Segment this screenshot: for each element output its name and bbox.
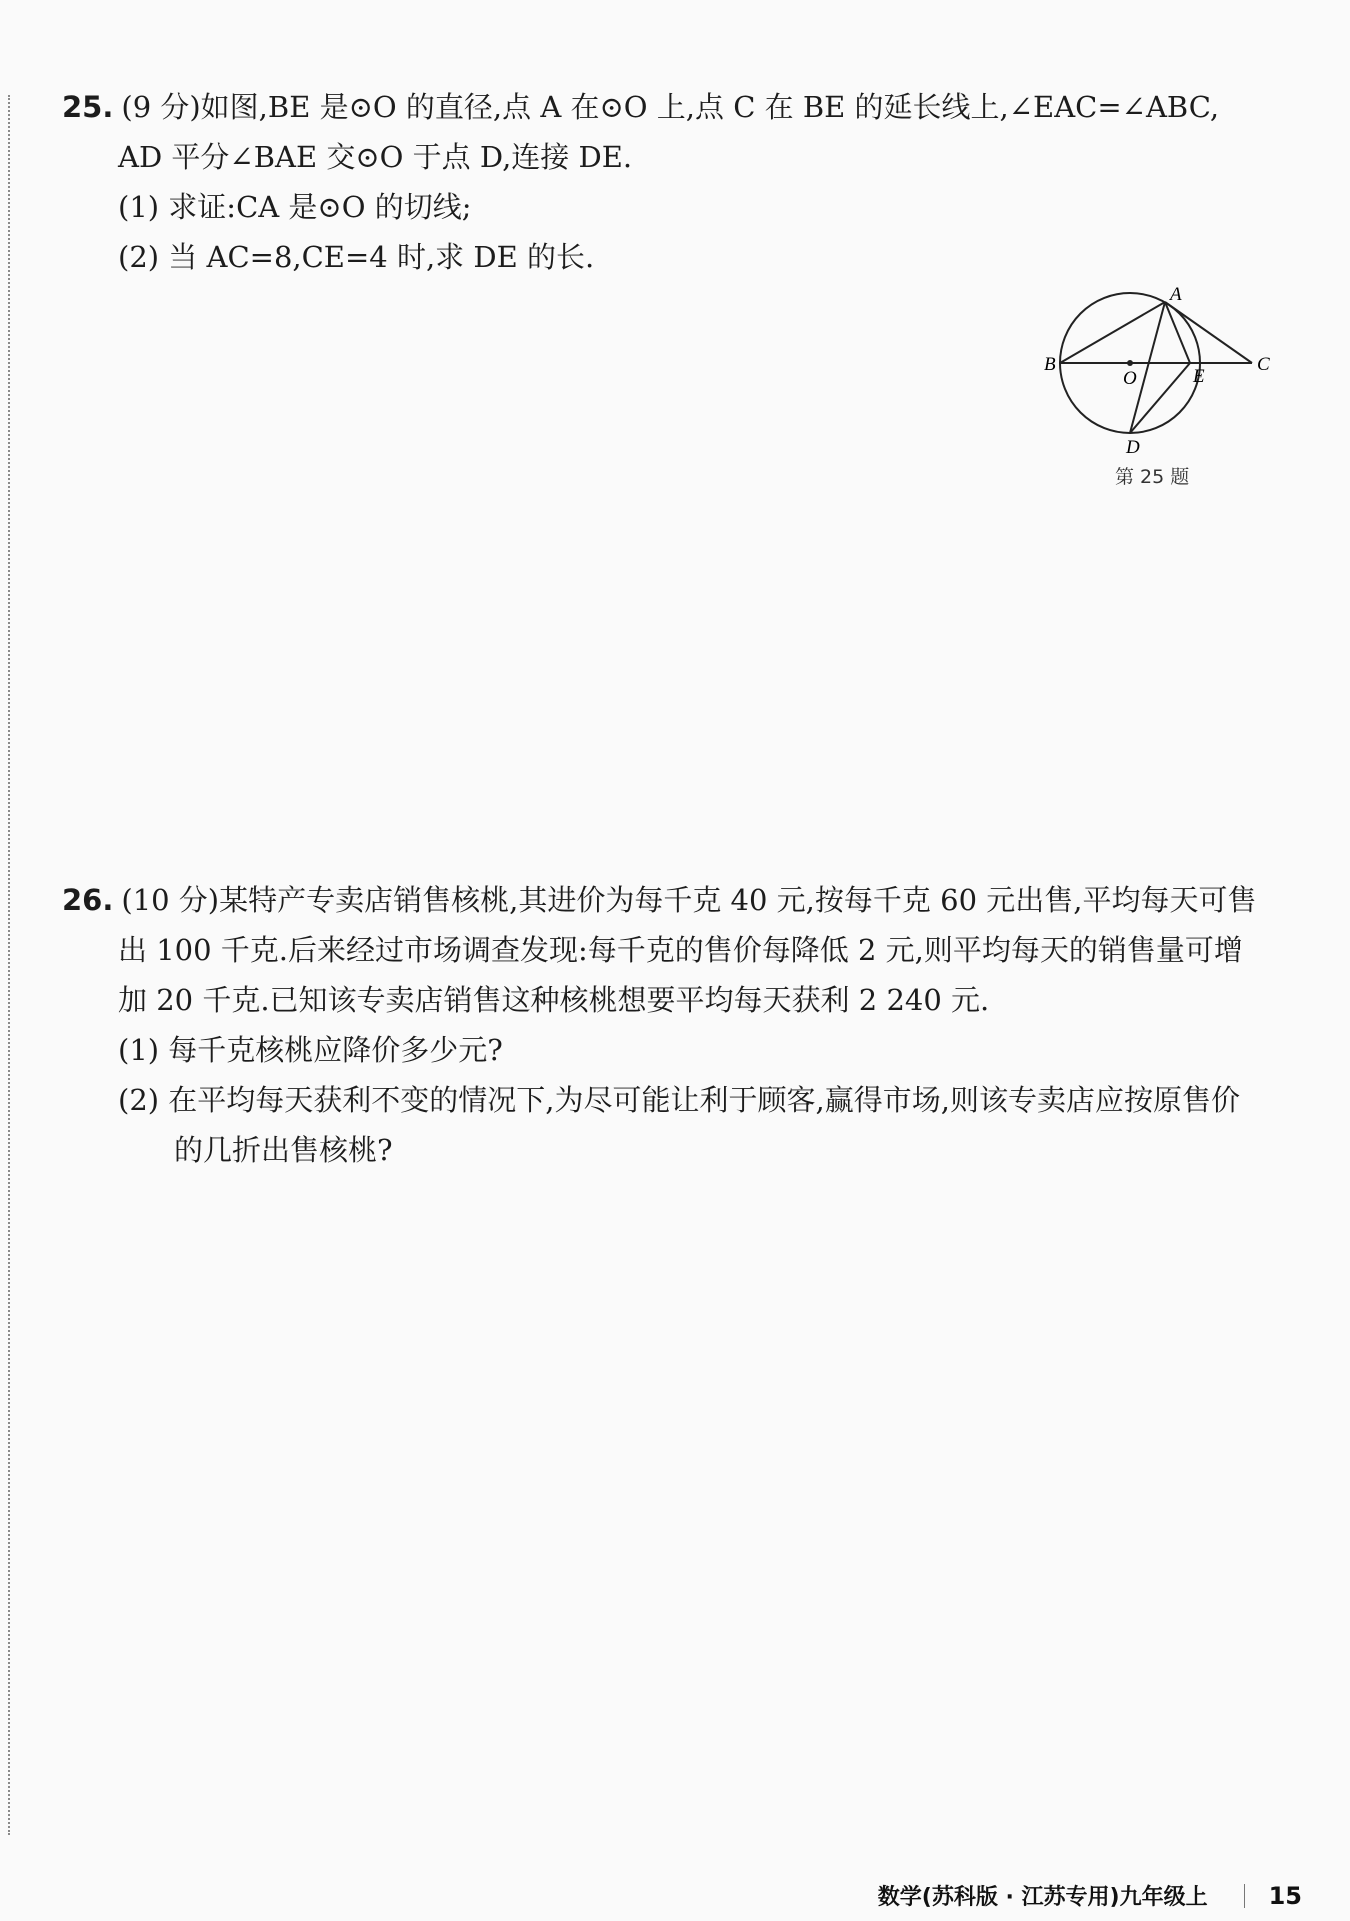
label-b: B [1044,354,1056,375]
problem-26-number: 26. [62,883,114,917]
line-ab [1060,302,1165,363]
problem-26-stem-line-3: 加 20 千克.已知该专卖店销售这种核桃想要平均每天获利 2 240 元. [118,983,990,1017]
problem-25-stem-line-1: 25. (9 分)如图,BE 是⊙O 的直径,点 A 在⊙O 上,点 C 在 BE 的延长线上,∠EAC=∠ABC, [62,90,1220,124]
center-point-o [1127,360,1133,366]
page-number: 15 [1268,1881,1302,1910]
problem-25-figure [1030,280,1290,490]
problem-26-part-2-line-1: (2) 在平均每天获利不变的情况下,为尽可能让利于顾客,赢得市场,则该专卖店应按原售价 [118,1083,1240,1117]
problem-25-number: 25. [62,90,114,124]
label-a: A [1170,284,1182,305]
label-e: E [1193,366,1205,387]
problem-25-stem-line-2: AD 平分∠BAE 交⊙O 于点 D,连接 DE. [118,140,633,174]
problem-26-part-2-line-2: 的几折出售核桃? [174,1133,393,1167]
label-c: C [1257,354,1270,375]
binding-margin-rule [8,95,10,1835]
problem-26-stem-line-2: 出 100 千克.后来经过市场调查发现:每千克的售价每降低 2 元,则平均每天的销售量可增 [118,933,1243,967]
book-title: 数学(苏科版 · 江苏专用)九年级上 [877,1885,1208,1910]
label-o: O [1123,368,1137,389]
problem-25 [62,82,1272,282]
label-d: D [1126,437,1140,458]
figure-caption: 第 25 题 [1115,466,1190,488]
problem-25-part-1: (1) 求证:CA 是⊙O 的切线; [118,190,472,224]
problem-26-stem-line-1: 26. (10 分)某特产专卖店销售核桃,其进价为每千克 40 元,按每千克 60 元出售,平均每天可售 [62,883,1257,917]
problem-26-part-1: (1) 每千克核桃应降价多少元? [118,1033,503,1067]
problem-26 [62,875,1272,1175]
page-footer [878,1880,1302,1911]
geometry-diagram [1030,280,1290,490]
problem-25-part-2: (2) 当 AC=8,CE=4 时,求 DE 的长. [118,240,595,274]
footer-divider [1244,1884,1245,1908]
